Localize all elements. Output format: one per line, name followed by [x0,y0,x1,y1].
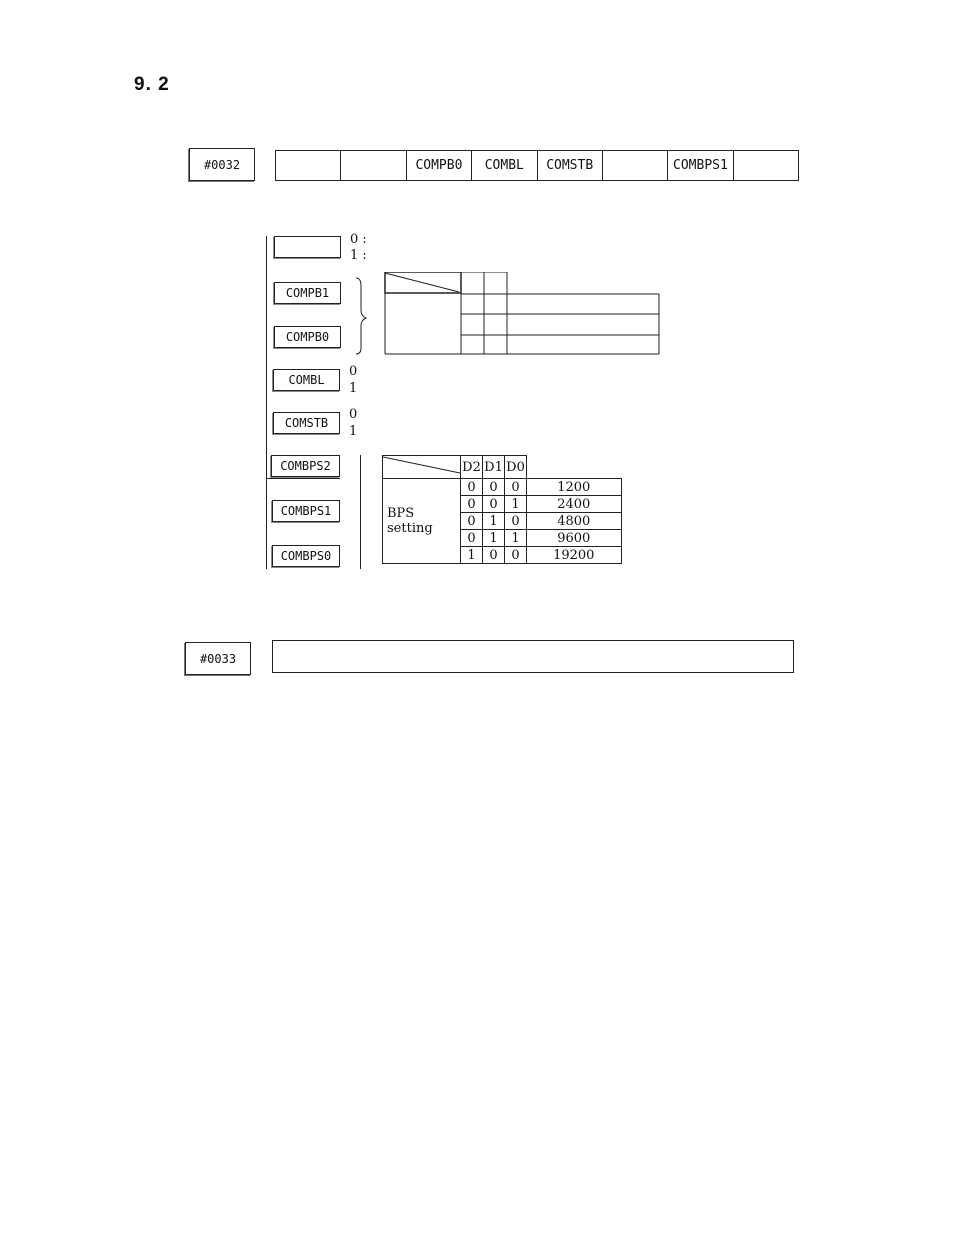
bps-header-spacer [527,456,622,479]
bps-table [382,455,622,564]
bps-value: 9600 [527,530,622,547]
bps-header-d0: D0 [505,456,527,479]
bit-cell-6 [341,151,406,180]
bps-d1: 1 [483,530,505,547]
bps-label-line2: setting [387,521,433,536]
bps-d2: 0 [461,479,483,496]
bit-cell-7 [276,151,341,180]
bps-value: 4800 [527,513,622,530]
bps-d2: 0 [461,530,483,547]
comstb-option-0: 0 [349,407,358,422]
bit-cell-0 [734,151,798,180]
bps-header-d1: D1 [483,456,505,479]
combps-separator [266,478,340,479]
bit-cell-5: COMPB0 [407,151,472,180]
bit-box-blank [274,236,341,258]
bps-bracket-rule [360,455,361,569]
combl-option-1: 1 [349,381,358,396]
bit-cell-2 [603,151,668,180]
comstb-option-1: 1 [349,424,358,439]
bit-box-compb0: COMPB0 [274,326,341,348]
bps-row [383,479,622,496]
bit-box-combps2: COMBPS2 [271,455,340,477]
bit-box-combps1: COMBPS1 [272,500,340,522]
compb-table [383,272,663,358]
bps-value: 2400 [527,496,622,513]
bit-box-comstb: COMSTB [273,412,340,434]
bps-d2: 1 [461,547,483,564]
bps-d2: 0 [461,496,483,513]
param-0033-label: #0033 [185,642,251,675]
bps-d0: 0 [505,513,527,530]
bit-cell-3: COMSTB [538,151,603,180]
bps-value: 1200 [527,479,622,496]
bit-cell-4: COMBL [472,151,537,180]
diagonal-slash [383,456,460,474]
bps-d2: 0 [461,513,483,530]
bps-table-corner [383,456,461,479]
bit-cell-1: COMBPS1 [668,151,733,180]
bit-box-combps0: COMBPS0 [272,545,340,567]
bps-d0: 0 [505,479,527,496]
bps-d1: 0 [483,496,505,513]
bps-d1: 1 [483,513,505,530]
bit-box-compb1: COMPB1 [274,282,341,304]
bps-d0: 1 [505,496,527,513]
bps-d0: 1 [505,530,527,547]
section-number: 9. 2 [134,74,170,95]
bps-d0: 0 [505,547,527,564]
param-0032-label: #0032 [189,148,255,181]
combl-option-0: 0 [349,364,358,379]
bit-box-combl: COMBL [273,369,340,391]
blank-bit-option-0: 0 : [350,232,367,247]
param-0033-row [272,640,794,673]
blank-bit-option-1: 1 : [350,248,367,263]
bps-d1: 0 [483,479,505,496]
bps-setting-label [383,479,461,564]
detail-left-rule [266,236,267,569]
param-0032-bit-row [275,150,799,181]
bps-d1: 0 [483,547,505,564]
bps-value: 19200 [527,547,622,564]
bps-header-d2: D2 [461,456,483,479]
brace-icon [352,276,372,356]
bps-label-line1: BPS [387,506,415,521]
